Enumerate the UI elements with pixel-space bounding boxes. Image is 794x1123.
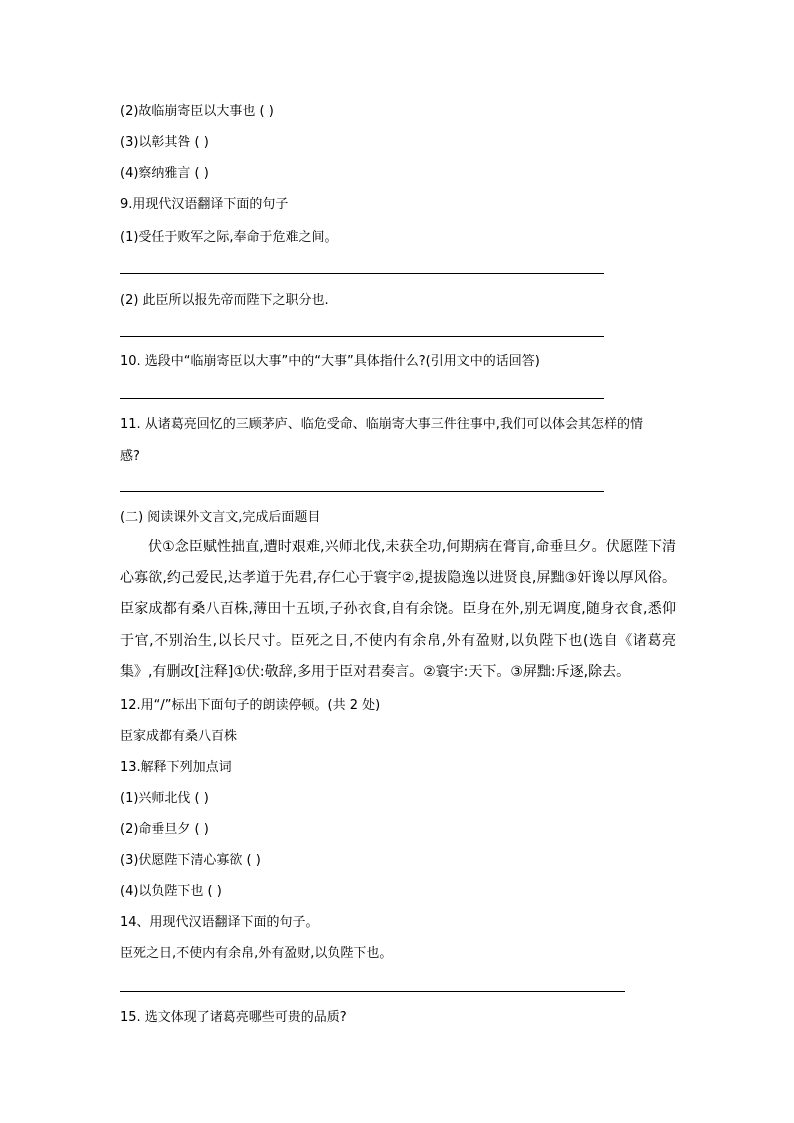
q12-sentence: 臣家成都有桑八百株 <box>120 729 238 744</box>
q8-item-3: (3)以彰其咎 ( ) <box>120 135 209 150</box>
q12-question: 12.用“/”标出下面句子的朗读停顿。(共 2 处) <box>120 698 381 713</box>
q8-item-2: (2)故临崩寄臣以大事也 ( ) <box>120 104 274 119</box>
q13-item-3: (3)伏愿陛下清心寡欲 ( ) <box>120 853 261 868</box>
q9-sentence-1: (1)受任于败军之际,奉命于危难之间。 <box>120 230 338 245</box>
section-2-title: (二) 阅读课外文言文,完成后面题目 <box>120 510 321 525</box>
q15-question: 15. 选文体现了诸葛亮哪些可贵的品质? <box>120 1010 347 1025</box>
q13-item-2: (2)命垂旦夕 ( ) <box>120 822 209 837</box>
q11-question-line1: 11. 从诸葛亮回忆的三顾茅庐、临危受命、临崩寄大事三件往事中,我们可以体会其怎样的情 <box>120 417 643 432</box>
q9-title: 9.用现代汉语翻译下面的句子 <box>120 197 289 212</box>
answer-line <box>120 273 604 274</box>
answer-line <box>120 991 625 992</box>
passage-text: 伏①念臣赋性拙直,遭时艰难,兴师北伐,未获全功,何期病在膏肓,命垂旦夕。伏愿陛下清心寡欲,约己爱民,达孝道于先君,存仁心于寰宇②,提拔隐逸以进贤良,屏黜③奸谗以厚风俗。臣家成都有桑八百株,薄田十五顷,子孙衣食,自有余饶。臣身在外,别无调度,随身衣食,悉仰于官,不别治生,以长尺寸。臣死之日,不使内有余帛,外有盈财,以负陛下也(选自《诸葛亮集》,有删改[注释]①伏:敬辞,多用于臣对君奏言。②寰宇:天下。③屏黜:斥逐,除去。 <box>120 539 676 680</box>
answer-line <box>120 336 604 337</box>
q13-title: 13.解释下列加点词 <box>120 760 232 775</box>
q13-item-1: (1)兴师北伐 ( ) <box>120 791 209 806</box>
q11-question-line2: 感? <box>120 449 140 464</box>
q13-item-4: (4)以负陛下也 ( ) <box>120 884 222 899</box>
classical-passage <box>120 532 676 688</box>
q10-question: 10. 选段中“临崩寄臣以大事”中的“大事”具体指什么?(引用文中的话回答) <box>120 354 540 369</box>
answer-line <box>120 398 604 399</box>
q14-sentence: 臣死之日,不使内有余帛,外有盈财,以负陛下也。 <box>120 946 393 961</box>
q8-item-4: (4)察纳雅言 ( ) <box>120 166 209 181</box>
q14-title: 14、用现代汉语翻译下面的句子。 <box>120 915 319 930</box>
answer-line <box>120 491 604 492</box>
q9-sentence-2: (2) 此臣所以报先帝而陛下之职分也. <box>120 293 329 308</box>
